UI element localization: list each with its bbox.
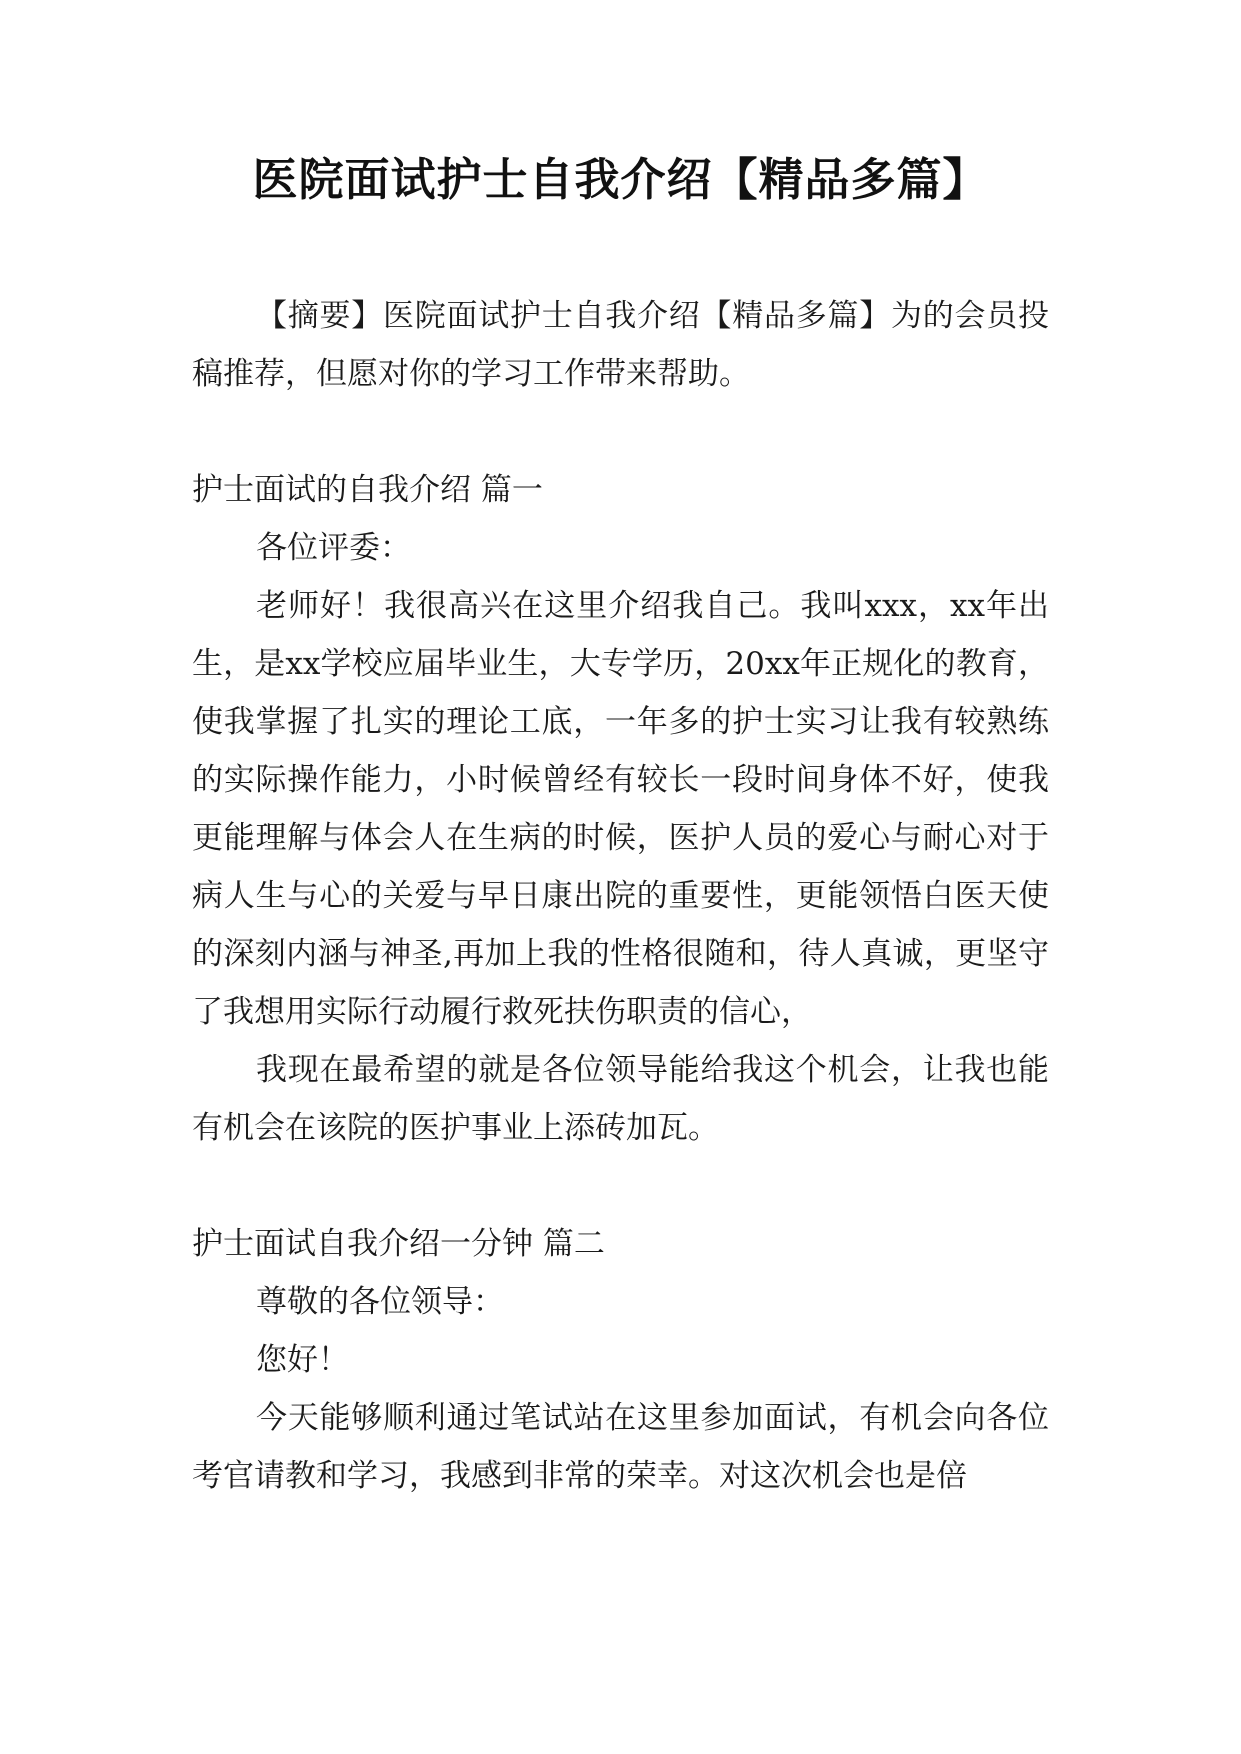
greeting-2: 您好！	[256, 1342, 349, 1378]
abstract-paragraph: 【摘要】医院面试护士自我介绍【精品多篇】为的会员投稿推荐，但愿对你的学习工作带来帮助。	[192, 298, 1049, 392]
section-heading-2: 护士面试自我介绍一分钟 篇二	[192, 1226, 605, 1262]
section2-paragraph-1: 今天能够顺利通过笔试站在这里参加面试，有机会向各位考官请教和学习，我感到非常的荣幸。对这次机会也是倍	[192, 1400, 1049, 1494]
section1-paragraph-1: 老师好！我很高兴在这里介绍我自己。我叫xxx，xx年出生，是xx学校应届毕业生，大专学历，20xx年正规化的教育，使我掌握了扎实的理论工底，一年多的护士实习让我有较熟练的实际操作能力，小时候曾经有较长一段时间身体不好，使我更能理解与体会人在生病的时候，医护人员的爱心与耐心对于病人生与心的关爱与早日康出院的重要性，更能领悟白医天使的深刻内涵与神圣,再加上我的性格很随和，待人真诚，更坚守了我想用实际行动履行救死扶伤职责的信心，	[192, 588, 1049, 1030]
spacer	[192, 1157, 1049, 1215]
section-heading-1: 护士面试的自我介绍 篇一	[192, 472, 543, 508]
document-body	[192, 287, 1049, 1505]
document-title: 医院面试护士自我介绍【精品多篇】	[252, 153, 989, 206]
salutation-1: 各位评委：	[256, 530, 411, 566]
section1-paragraph-2: 我现在最希望的就是各位领导能给我这个机会，让我也能有机会在该院的医护事业上添砖加瓦。	[192, 1052, 1049, 1146]
spacer	[192, 403, 1049, 461]
salutation-2: 尊敬的各位领导：	[256, 1284, 504, 1320]
